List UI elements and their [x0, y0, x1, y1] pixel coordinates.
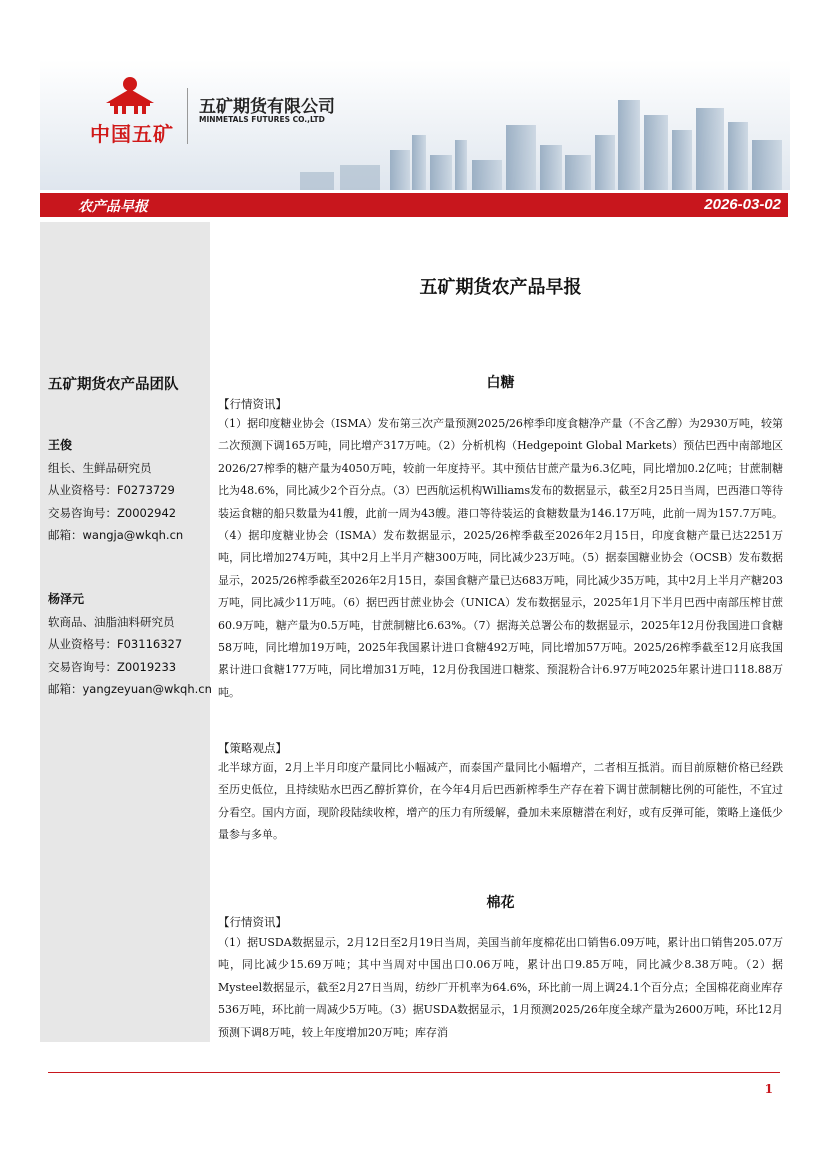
analyst-card — [48, 434, 183, 547]
logo-divider — [187, 88, 188, 144]
cotton-info-label: 【行情资讯】 — [218, 915, 287, 929]
analyst-email: 邮箱：wangja@wkqh.cn — [48, 528, 184, 542]
analyst-role: 组长、生鲜品研究员 — [48, 460, 152, 475]
report-date: 2026-03-02 — [704, 196, 781, 213]
logo-text: 中国五矿 — [90, 122, 174, 146]
analyst-consult-number: 交易咨询号：Z0019233 — [48, 659, 177, 674]
section-title-sugar: 白糖 — [486, 375, 515, 391]
page-number: 1 — [764, 1082, 773, 1096]
analyst-card — [48, 588, 212, 701]
analyst-consult-number: 交易咨询号：Z0002942 — [48, 505, 177, 520]
page-title: 五矿期货农产品早报 — [419, 277, 582, 298]
analyst-qualification: 从业资格号：F0273729 — [48, 483, 175, 497]
section-title-cotton: 棉花 — [486, 895, 515, 911]
company-name-cn: 五矿期货有限公司 — [199, 97, 335, 117]
company-emblem-icon — [100, 75, 160, 115]
report-bar — [40, 193, 788, 217]
analyst-qualification: 从业资格号：F03116327 — [48, 637, 183, 651]
analyst-role: 软商品、油脂油料研究员 — [48, 614, 175, 629]
analyst-email: 邮箱：yangzeyuan@wkqh.cn — [48, 682, 212, 696]
cotton-info-text: （1）据USDA数据显示，2月12日至2月19日当周，美国当前年度棉花出口销售6.09万吨，累计出口销售205.07万吨，同比减少15.69万吨；其中当周对中国出口0.06万吨，累计出口9.85万吨，同比减少8.38万吨。（2）据Mysteel数据显示，截至2月27日当周，纺纱厂开机率为64.6%，环比前一周上调24.1个百分点；全国棉花商业库存536万吨，环比前一周减少5万吨。（3）据USDA数据显示，1月预测2025/26年度全球产量为2600万吨，环比12月预测下调8万吨，较上年度增加20万吨；库存消 — [218, 936, 783, 1039]
sugar-info-text: （1）据印度糖业协会（ISMA）发布第三次产量预测2025/26榨季印度食糖净产量（不含乙醇）为2930万吨，较第二次预测下调165万吨，同比增产317万吨。（2）分析机构（Hedgepoint Global Markets）预估巴西中南部地区2026/27榨季的糖产量为4050万吨，较前一年度持平。其中预估甘蔗产量为6.3亿吨，同比增加0.2亿吨；甘蔗制糖比为48.6%，同比减少2个百分点。（3）巴西航运机构Williams发布的数据显示，截至2月25日当周，巴西港口等待装运食糖的船只数量为41艘，此前一周为43艘。港口等待装运的食糖数量为146.17万吨，此前一周为157.7万吨。（4）据印度糖业协会（ISMA）发布数据显示，2025/26榨季截至2026年2月15日，印度食糖产量已达2251万吨，同比增加274万吨，其中2月上半月产糖300万吨，同比减少23万吨。（5）据泰国糖业协会（OCSB）发布数据显示，2025/26榨季截至2026年2月15日，泰国食糖产量已达683万吨，同比减少35万吨，其中2月上半月产糖203万吨，同比减少11万吨。（6）据巴西甘蔗业协会（UNICA）发布数据显示，2025年1月下半月巴西中南部压榨甘蔗60.9万吨，糖产量为0.5万吨，甘蔗制糖比6.63%。（7）据海关总署公布的数据显示，2025年12月份我国进口食糖58万吨，同比增加19万吨，2025年我国累计进口食糖492万吨，同比增加57万吨。2025/26榨季截至12月底我国累计进口食糖177万吨，同比增加31万吨，12月份我国进口糖浆、预混粉合计6.97万吨2025年累计进口118.88万吨。 — [218, 417, 783, 699]
team-title: 五矿期货农产品团队 — [48, 377, 179, 393]
company-name-en: MINMETALS FUTURES CO.,LTD — [199, 115, 325, 124]
analyst-name: 杨泽元 — [48, 592, 85, 606]
sugar-view-label: 【策略观点】 — [218, 741, 287, 755]
sugar-info-label: 【行情资讯】 — [218, 397, 287, 411]
report-type: 农产品早报 — [78, 199, 148, 215]
footer-line — [48, 1072, 780, 1073]
analyst-name: 王俊 — [48, 438, 73, 452]
sugar-view-text: 北半球方面，2月上半月印度产量同比小幅减产，而泰国产量同比小幅增产，二者相互抵消。而目前原糖价格已经跌至历史低位，且持续贴水巴西乙醇折算价，在今年4月后巴西新榨季生产存在着下调甘蔗制糖比例的可能性，不宜过分看空。国内方面，现阶段陆续收榨，增产的压力有所缓解，叠加未来原糖潜在利好，或有反弹可能，策略上逢低少量参与多单。 — [218, 761, 783, 842]
